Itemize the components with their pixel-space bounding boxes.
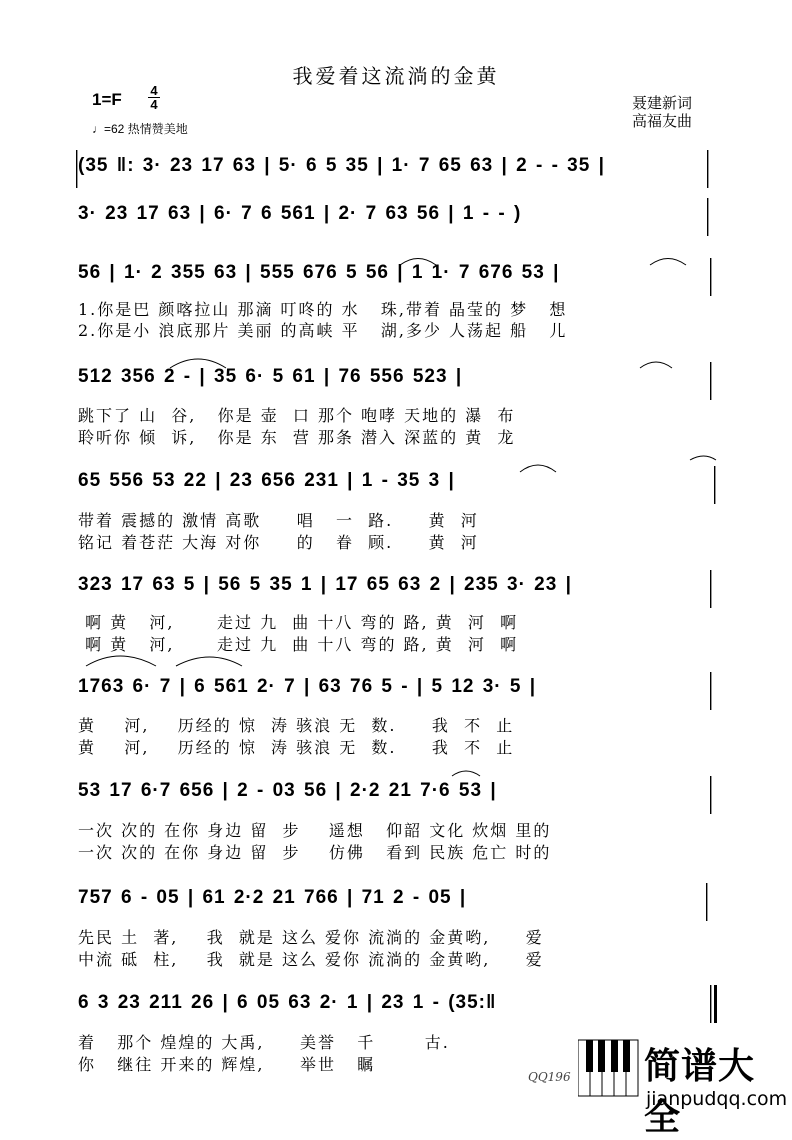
slur [650,259,686,266]
score-row-1: (35 ‖: 3· 23 17 63 | 5· 6 5 35 | 1· 7 65 63 | 2 - - 35 | [78,155,605,176]
score-row-7: 1763 6· 7 | 6 561 2· 7 | 63 76 5 - | 5 12 3· 5 | [78,676,537,697]
lyric-line-10a: 着 那个 煌煌的 大禹, 美誉 千 古. [78,1033,450,1052]
score-row-6: 323 17 63 5 | 56 5 35 1 | 17 65 63 2 | 235 3· 23 | [78,574,572,595]
lyric-line-5a: 带着 震撼的 激情 高歌 唱 一 路. 黄 河 [78,511,479,530]
lyric-line-8b: 一次 次的 在你 身边 留 步 仿佛 看到 民族 危亡 时的 [78,843,552,862]
score-row-3: 56 | 1· 2 355 63 | 555 676 5 56 | 1 1· 7 676 53 | [78,262,560,283]
lyric-line-6a: 啊 黄 河, 走过 九 曲 十八 弯的 路, 黄 河 啊 [78,613,519,632]
qq-watermark: QQ196 [528,1070,571,1084]
jianpu-logo [578,1032,790,1138]
brand-text: 简谱大全 [644,1046,756,1138]
slur [452,771,480,776]
score-row-8: 53 17 6·7 656 | 2 - 03 56 | 2·2 21 7·6 53 | [78,780,497,801]
score-row-4: 512 356 2 - | 35 6· 5 61 | 76 556 523 | [78,366,463,387]
slur [170,359,226,368]
lyric-line-5b: 铭记 着苍茫 大海 对你 的 眷 顾. 黄 河 [78,533,479,552]
score-row-9: 757 6 - 05 | 61 2·2 21 766 | 71 2 - 05 | [78,887,467,908]
bar-lines [76,150,717,1023]
lyric-line-4a: 跳下了 山 谷, 你是 壶 口 那个 咆哮 天地的 瀑 布 [78,406,516,425]
slur [400,259,436,266]
lyricist-credit: 聂建新词 [632,94,693,112]
lyric-line-7b: 黄 河, 历经的 惊 涛 骇浪 无 数. 我 不 止 [78,738,515,757]
composer-credit: 高福友曲 [632,112,693,130]
lyric-line-3b: 2.你是小 浪底那片 美丽 的高峡 平 湖,多少 人荡起 船 儿 [78,321,568,340]
score-row-5: 65 556 53 22 | 23 656 231 | 1 - 35 3 | [78,470,455,491]
slur [640,362,672,368]
lyric-line-7a: 黄 河, 历经的 惊 涛 骇浪 无 数. 我 不 止 [78,716,515,735]
lyric-line-6b: 啊 黄 河, 走过 九 曲 十八 弯的 路, 黄 河 啊 [78,635,519,654]
lyric-line-4b: 聆听你 倾 诉, 你是 东 营 那条 潜入 深蓝的 黄 龙 [78,428,516,447]
lyric-line-3a: 1.你是巴 颜喀拉山 那滴 叮咚的 水 珠,带着 晶莹的 梦 想 [78,300,568,319]
score-row-2: 3· 23 17 63 | 6· 7 6 561 | 2· 7 63 56 | 1 - - ) [78,203,522,224]
slur [690,456,716,460]
tempo-marking: ♩=62 热情赞美地 [92,122,188,136]
time-signature-bottom: 4 [150,97,158,112]
lyric-line-10b: 你 继往 开来的 辉煌, 举世 瞩 [78,1055,376,1074]
score-row-10: 6 3 23 211 26 | 6 05 63 2· 1 | 23 1 - (35:‖ [78,992,497,1013]
slur [86,656,156,666]
slur [520,465,556,472]
brand-url: jianpudqq.com [646,1088,788,1110]
lyric-line-9b: 中流 砥 柱, 我 就是 这么 爱你 流淌的 金黄哟, 爱 [78,950,544,969]
song-title: 我爱着这流淌的金黄 [292,64,500,88]
time-signature-top: 4 [150,83,158,98]
lyric-line-8a: 一次 次的 在你 身边 留 步 遥想 仰韶 文化 炊烟 里的 [78,821,552,840]
slur [176,657,242,666]
key-signature: 1=F [92,90,122,109]
lyric-line-9a: 先民 土 著, 我 就是 这么 爱你 流淌的 金黄哟, 爱 [78,928,544,947]
